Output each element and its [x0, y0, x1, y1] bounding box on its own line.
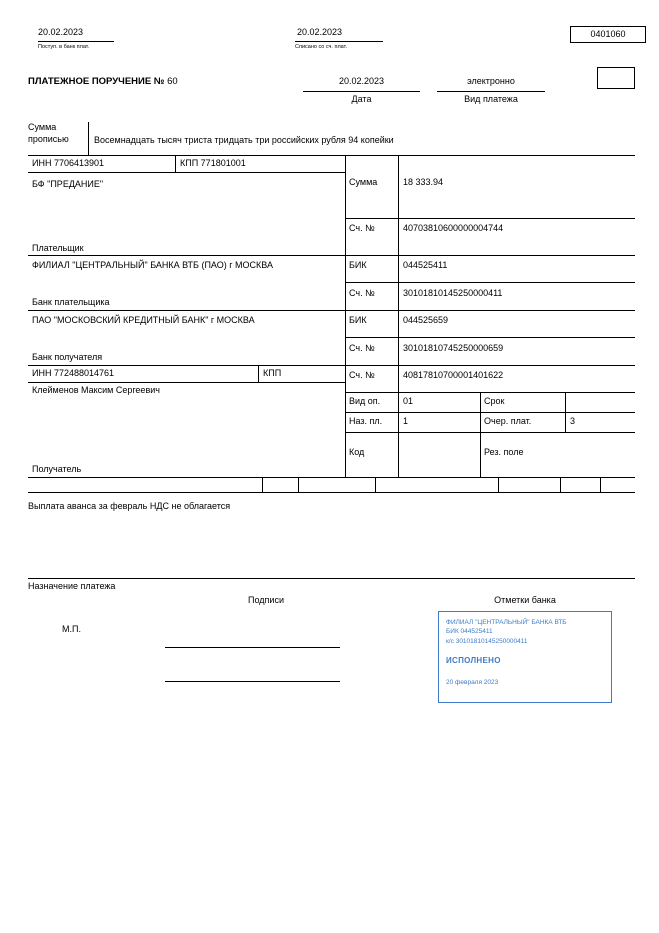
table-line	[262, 477, 263, 492]
table-line	[480, 392, 481, 477]
divider-line	[303, 91, 420, 92]
table-line	[398, 155, 399, 477]
table-line	[28, 155, 635, 156]
table-line	[345, 392, 635, 393]
payer-account-label: Сч. №	[349, 223, 375, 233]
amount-value: 18 333.94	[403, 177, 444, 187]
stamp-bank-name: ФИЛИАЛ "ЦЕНТРАЛЬНЫЙ" БАНКА ВТБ	[446, 619, 567, 626]
debited-date-label: Списано со сч. плат.	[295, 44, 348, 50]
payee-bank-account-label: Сч. №	[349, 343, 375, 353]
payee-account-label: Сч. №	[349, 370, 375, 380]
signature-line	[165, 681, 340, 682]
table-line	[88, 122, 89, 155]
pay-purpose-value: 1	[403, 416, 409, 426]
received-date: 20.02.2023	[38, 27, 84, 37]
table-line	[345, 218, 635, 219]
table-line	[28, 172, 346, 173]
table-line	[498, 477, 499, 492]
bank-stamp	[438, 611, 612, 703]
payee-bank-account: 30101810745250000659	[403, 343, 504, 353]
signatures-label: Подписи	[248, 595, 284, 605]
table-line	[345, 282, 635, 283]
table-line	[28, 255, 635, 256]
payer-bank-account-label: Сч. №	[349, 288, 375, 298]
payment-type: электронно	[467, 76, 515, 86]
priority-value: 3	[570, 416, 576, 426]
divider-line	[38, 41, 114, 42]
table-line	[600, 477, 601, 492]
table-line	[28, 382, 346, 383]
table-line	[28, 310, 635, 311]
signature-line	[165, 647, 340, 648]
payee-bank-bik-label: БИК	[349, 315, 367, 325]
date-label: Дата	[351, 94, 372, 104]
table-line	[345, 412, 635, 413]
table-line	[345, 337, 635, 338]
payer-bank-account: 30101810145250000411	[403, 288, 503, 298]
divider-line	[295, 41, 383, 42]
stamp-bik: БИК 044525411	[446, 628, 493, 636]
table-line	[298, 477, 299, 492]
table-line	[375, 477, 376, 492]
purpose-text: Выплата аванса за февраль НДС не облагается	[28, 501, 231, 511]
payee-bank-name: ПАО "МОСКОВСКИЙ КРЕДИТНЫЙ БАНК" г МОСКВА	[32, 315, 255, 325]
payee-inn: ИНН 772488014761	[32, 368, 115, 378]
table-line	[28, 365, 635, 366]
status-code-box	[597, 67, 635, 89]
table-line	[28, 578, 635, 579]
payer-kpp: КПП 771801001	[180, 158, 246, 168]
document-title: ПЛАТЕЖНОЕ ПОРУЧЕНИЕ №	[28, 76, 165, 87]
stamp-status: ИСПОЛНЕНО	[446, 656, 501, 666]
received-date-label: Поступ. в банк плат.	[38, 44, 90, 50]
table-line	[560, 477, 561, 492]
table-line	[28, 492, 635, 493]
purpose-label: Назначение платежа	[28, 581, 116, 591]
payee-kpp-label: КПП	[263, 368, 282, 378]
payee-bank-section-label: Банк получателя	[32, 352, 103, 362]
code-label: Код	[349, 447, 365, 457]
term-label: Срок	[484, 396, 505, 406]
payer-section-label: Плательщик	[32, 243, 84, 253]
payee-section-label: Получатель	[32, 464, 82, 474]
payer-inn: ИНН 7706413901	[32, 158, 105, 168]
table-line	[345, 155, 346, 477]
op-type-value: 01	[403, 396, 414, 406]
table-line	[258, 365, 259, 382]
pay-purpose-label: Наз. пл.	[349, 416, 383, 426]
form-code: 0401060	[590, 29, 626, 39]
document-date: 20.02.2023	[338, 76, 385, 86]
payer-bank-name: ФИЛИАЛ "ЦЕНТРАЛЬНЫЙ" БАНКА ВТБ (ПАО) г МОСКВА	[32, 260, 273, 270]
amount-label: Сумма	[349, 177, 378, 187]
table-line	[175, 155, 176, 172]
priority-label: Очер. плат.	[484, 416, 532, 426]
reserve-field-label: Рез. поле	[484, 447, 524, 457]
stamp-date: 20 февраля 2023	[446, 678, 499, 686]
payee-account: 40817810700001401622	[403, 370, 504, 380]
table-line	[565, 392, 566, 432]
op-type-label: Вид оп.	[349, 396, 381, 406]
payment-type-label: Вид платежа	[464, 94, 518, 104]
table-line	[345, 432, 635, 433]
payer-bank-bik-label: БИК	[349, 260, 367, 270]
bank-marks-label: Отметки банка	[494, 595, 556, 605]
payee-name: Клейменов Максим Сергеевич	[32, 385, 160, 395]
form-code-box	[570, 26, 646, 43]
table-line	[28, 477, 635, 478]
divider-line	[437, 91, 545, 92]
mp-label: М.П.	[62, 624, 81, 634]
payer-bank-bik: 044525411	[403, 260, 448, 270]
amount-words-label: Сумма прописью	[28, 122, 69, 144]
document-number: 60	[167, 76, 178, 87]
payee-bank-bik: 044525659	[403, 315, 449, 325]
payer-account: 40703810600000004744	[403, 223, 504, 233]
stamp-corr-account: к/с 30101810145250000411	[446, 637, 528, 645]
amount-words-value: Восемнадцать тысяч триста тридцать три российских рубля 94 копейки	[94, 135, 394, 145]
payer-name: БФ "ПРЕДАНИЕ"	[32, 179, 104, 189]
debited-date: 20.02.2023	[297, 27, 343, 37]
payer-bank-section-label: Банк плательщика	[32, 297, 110, 307]
